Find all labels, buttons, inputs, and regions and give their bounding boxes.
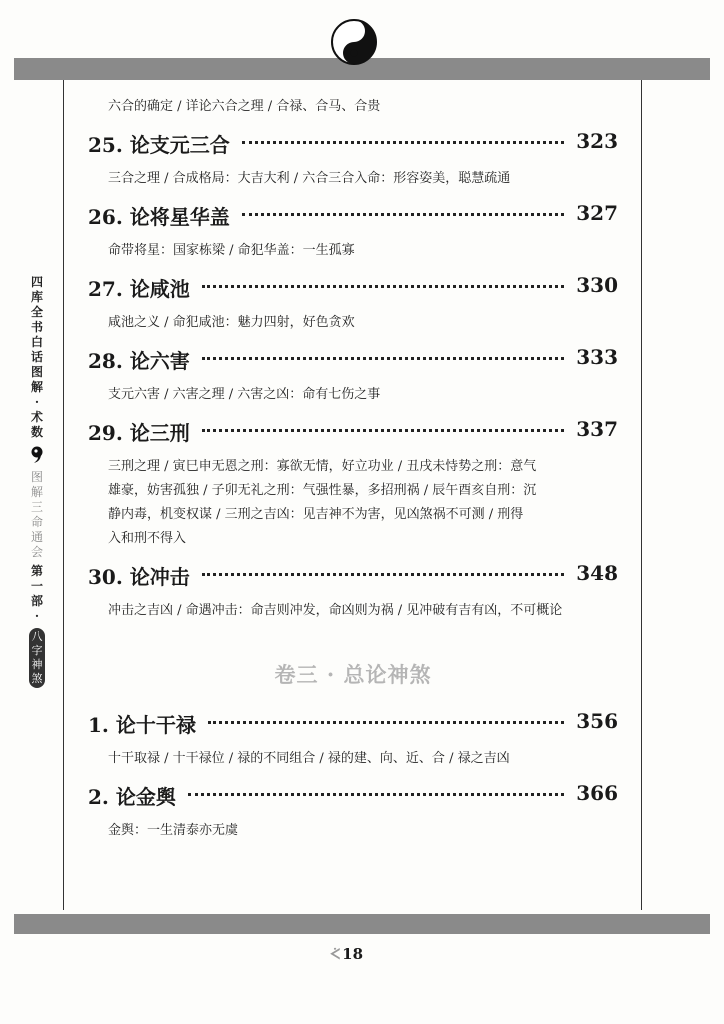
toc-entry[interactable]: [88, 119, 618, 167]
side-char: 会: [30, 545, 43, 559]
side-char: 书: [30, 320, 43, 334]
intro-description: 六合的确定 / 详论六合之理 / 合禄、合马、合贵: [108, 99, 381, 114]
side-char: ·: [34, 395, 40, 409]
entry-title: 30. 论冲击: [88, 565, 190, 589]
toc-entry[interactable]: [88, 699, 618, 747]
side-char: 话: [30, 350, 43, 364]
side-char: 库: [30, 290, 43, 304]
swirl-icon: ᢵ: [330, 947, 341, 963]
entry-title: 25. 论支元三合: [88, 133, 230, 157]
leader-dots: [202, 429, 564, 432]
entry-description: 三合之理 / 合成格局：大吉大利 / 六合三合入命：形容姿美，聪慧疏通: [108, 171, 511, 186]
entry-description: 十干取禄 / 十干禄位 / 禄的不同组合 / 禄的建、向、近、合 / 禄之吉凶: [108, 751, 510, 766]
side-banner: [24, 275, 50, 688]
side-char: 命: [30, 515, 43, 529]
tadpole-icon: [30, 446, 44, 464]
entry-page-number: 366: [576, 781, 618, 805]
toc-content: [88, 95, 618, 843]
bottom-band: [14, 914, 710, 934]
leader-dots: [242, 213, 564, 216]
entry-description: 咸池之义 / 命犯咸池：魅力四射，好色贪欢: [108, 315, 355, 330]
entry-page-number: 348: [576, 561, 618, 585]
side-char: 全: [30, 305, 43, 319]
side-pill-char: 神: [31, 658, 43, 671]
side-char: 通: [30, 530, 43, 544]
leader-dots: [202, 357, 564, 360]
leader-dots: [188, 793, 564, 796]
entry-title: 26. 论将星华盖: [88, 205, 230, 229]
side-char: 第: [30, 564, 43, 578]
leader-dots: [208, 721, 564, 724]
entry-page-number: 330: [576, 273, 618, 297]
entry-page-number: 333: [576, 345, 618, 369]
toc-entry[interactable]: [88, 335, 618, 383]
volume-title: 卷三 · 总论神煞: [274, 662, 432, 687]
toc-entry[interactable]: [88, 407, 618, 455]
leader-dots: [242, 141, 564, 144]
side-label-pill: [29, 628, 45, 688]
entry-page-number: 356: [576, 709, 618, 733]
side-char: 四: [30, 275, 43, 289]
side-char: 数: [30, 425, 43, 439]
entry-description: 静内毒，机变权谋 / 三刑之吉凶：见吉神不为害，见凶煞祸不可测 / 刑得: [108, 507, 524, 522]
entry-description: 命带将星：国家栋梁 / 命犯华盖：一生孤寡: [108, 243, 355, 258]
side-char: 部: [30, 594, 43, 608]
entry-page-number: 327: [576, 201, 618, 225]
side-char: 术: [30, 410, 43, 424]
entry-description: 三刑之理 / 寅巳申无恩之刑：寡欲无情，好立功业 / 丑戌未恃势之刑：意气: [108, 459, 537, 474]
entry-description: 冲击之吉凶 / 命遇冲击：命吉则冲发，命凶则为祸 / 见冲破有吉有凶，不可概论: [108, 603, 563, 618]
frame-left-line: [63, 80, 64, 910]
entry-title: 1. 论十干禄: [88, 713, 196, 737]
side-char: 解: [30, 485, 43, 499]
entry-title: 2. 论金舆: [88, 785, 176, 809]
toc-entry[interactable]: [88, 191, 618, 239]
side-char: 三: [30, 500, 43, 514]
side-pill-char: 煞: [31, 672, 43, 685]
side-pill-char: 字: [31, 644, 43, 657]
page-number-text: 18: [342, 945, 364, 963]
entry-description: 入和刑不得入: [108, 531, 187, 546]
frame-right-line: [641, 80, 642, 910]
toc-entry[interactable]: [88, 771, 618, 819]
side-char: 白: [30, 335, 43, 349]
side-char: 一: [30, 579, 43, 593]
entry-title: 29. 论三刑: [88, 421, 190, 445]
side-pill-char: 八: [31, 630, 43, 643]
entry-page-number: 337: [576, 417, 618, 441]
entry-description: 雄豪，妨害孤独 / 子卯无礼之刑：气强性暴，多招刑祸 / 辰午酉亥自刑：沉: [108, 483, 537, 498]
leader-dots: [202, 285, 564, 288]
toc-entry[interactable]: [88, 551, 618, 599]
side-char: 解: [30, 380, 43, 394]
entry-page-number: 323: [576, 129, 618, 153]
toc-entry[interactable]: [88, 263, 618, 311]
entry-title: 27. 论咸池: [88, 277, 190, 301]
side-char: 图: [30, 365, 43, 379]
yin-yang-icon: [330, 18, 378, 66]
entry-title: 28. 论六害: [88, 349, 190, 373]
side-char: 图: [30, 470, 43, 484]
entry-description: 金舆：一生清泰亦无虞: [108, 823, 239, 838]
side-char: ·: [34, 609, 40, 623]
entry-description: 支元六害 / 六害之理 / 六害之凶：命有七伤之事: [108, 387, 381, 402]
page-number: [330, 945, 363, 963]
leader-dots: [202, 573, 564, 576]
